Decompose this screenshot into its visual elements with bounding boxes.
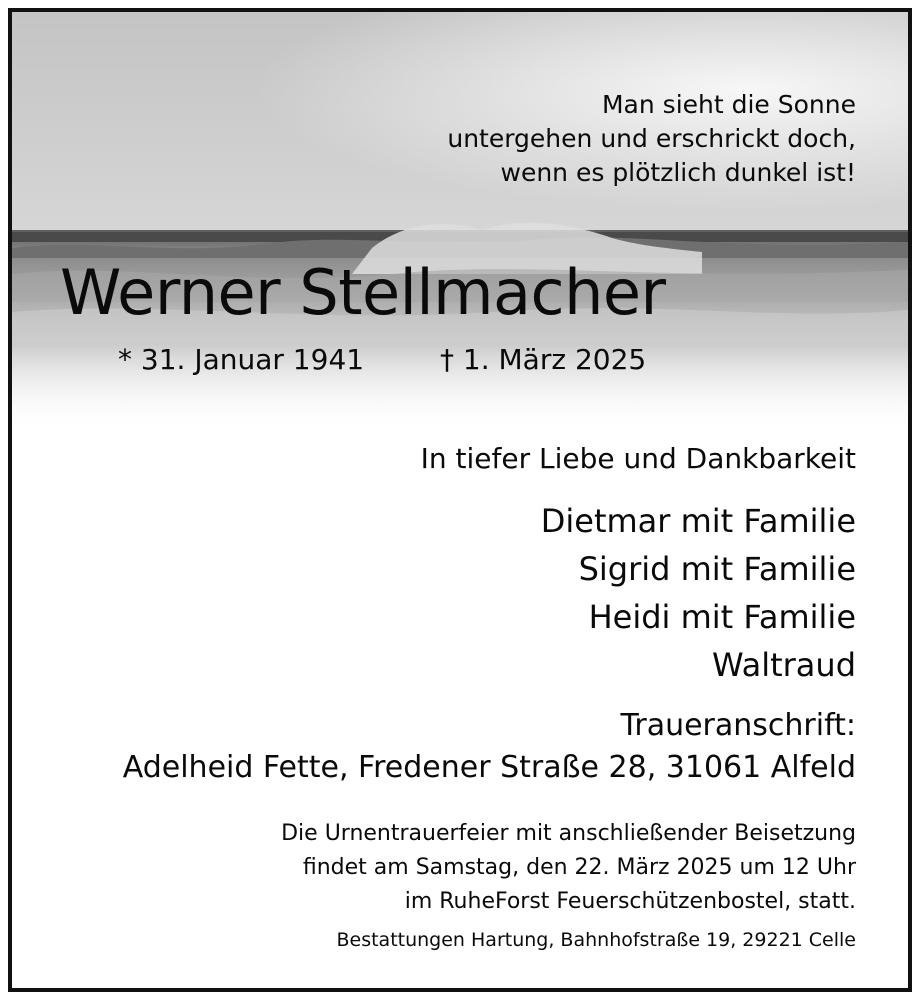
mourner-name: Sigrid mit Familie — [578, 550, 856, 588]
mourners-intro: In tiefer Liebe und Dankbarkeit — [420, 442, 856, 475]
ceremony-line: Die Urnentrauerfeier mit anschließender Beisetzung — [281, 821, 856, 846]
quote-block — [447, 88, 856, 190]
birth-date: * 31. Januar 1941 — [118, 343, 365, 376]
mourner-name: Dietmar mit Familie — [540, 502, 856, 540]
mourner-name: Waltraud — [712, 646, 856, 684]
undertaker-info: Bestattungen Hartung, Bahnhofstraße 19, 29221 Celle — [336, 929, 856, 951]
ceremony-line: im RuheForst Feuerschützenbostel, statt. — [404, 889, 856, 914]
deceased-name: Werner Stellmacher — [60, 256, 666, 329]
death-date: † 1. März 2025 — [440, 343, 647, 376]
address-value: Adelheid Fette, Fredener Straße 28, 31061 Alfeld — [122, 750, 856, 785]
quote-line: Man sieht die Sonne — [601, 90, 856, 119]
quote-line: wenn es plötzlich dunkel ist! — [500, 158, 856, 187]
quote-line: untergehen und erschrickt doch, — [447, 124, 856, 153]
ceremony-info — [281, 817, 856, 919]
obituary-frame — [8, 8, 912, 992]
address-label: Traueranschrift: — [620, 708, 856, 743]
ceremony-line: findet am Samstag, den 22. März 2025 um 12 Uhr — [302, 855, 856, 880]
mourner-name: Heidi mit Familie — [588, 598, 856, 636]
mourners-list — [541, 497, 856, 689]
